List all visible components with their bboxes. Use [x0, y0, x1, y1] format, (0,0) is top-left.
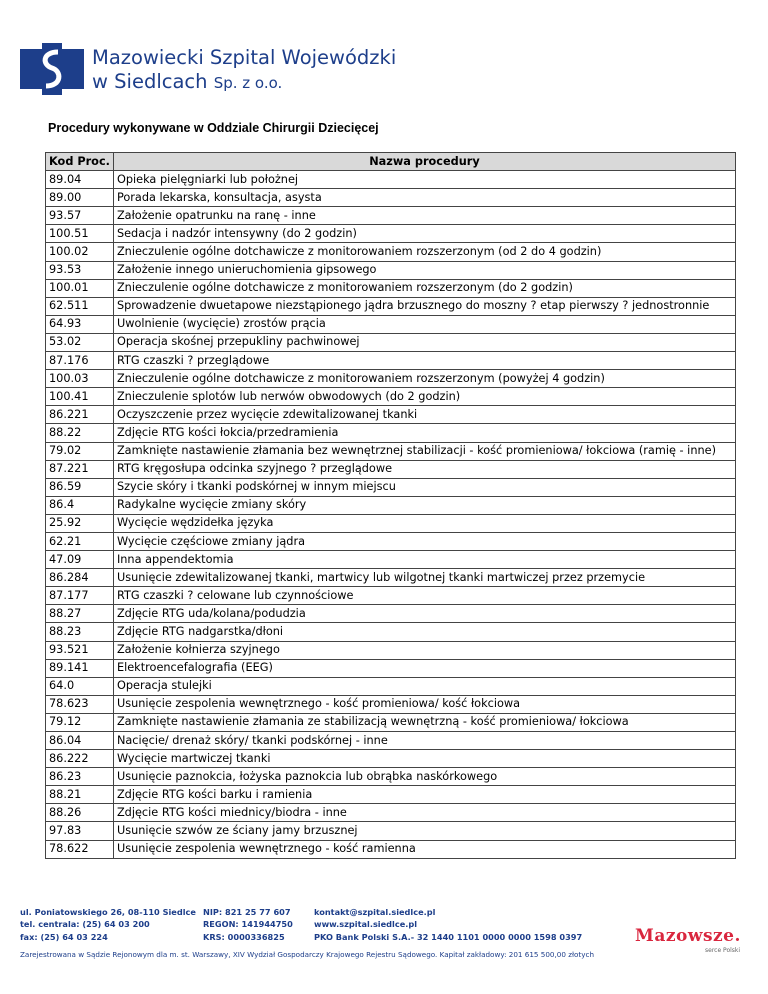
procedure-code: 100.01	[46, 279, 114, 297]
procedure-name: Usunięcie zdewitalizowanej tkanki, martwicy lub wilgotnej tkanki martwiczej przez przemycie	[113, 569, 735, 587]
procedure-code: 86.4	[46, 496, 114, 514]
mazowsze-brand-sub: serce Polski	[705, 947, 741, 954]
procedure-code: 87.176	[46, 352, 114, 370]
procedure-code: 25.92	[46, 514, 114, 532]
footer-nip: NIP: 821 25 77 607	[203, 907, 291, 917]
procedure-name: Usunięcie zespolenia wewnętrznego - kość promieniowa/ kość łokciowa	[113, 695, 735, 713]
procedure-name: Radykalne wycięcie zmiany skóry	[113, 496, 735, 514]
column-header-name: Nazwa procedury	[113, 153, 735, 171]
procedure-name: Zdjęcie RTG kości łokcia/przedramienia	[113, 424, 735, 442]
procedure-code: 89.04	[46, 171, 114, 189]
table-row	[46, 804, 736, 822]
table-row	[46, 659, 736, 677]
procedure-name: Znieczulenie ogólne dotchawicze z monitorowaniem rozszerzonym (powyżej 4 godzin)	[113, 370, 735, 388]
procedure-code: 86.59	[46, 478, 114, 496]
procedures-table	[45, 152, 736, 859]
procedure-code: 88.23	[46, 623, 114, 641]
procedure-code: 64.0	[46, 677, 114, 695]
procedure-code: 86.284	[46, 569, 114, 587]
table-row	[46, 840, 736, 858]
procedure-name: Operacja skośnej przepukliny pachwinowej	[113, 333, 735, 351]
procedure-name: Usunięcie paznokcia, łożyska paznokcia lub obrąbka naskórkowego	[113, 768, 735, 786]
table-row	[46, 786, 736, 804]
procedure-name: Zdjęcie RTG uda/kolana/podudzia	[113, 605, 735, 623]
table-row	[46, 207, 736, 225]
table-row	[46, 569, 736, 587]
procedure-name: Opieka pielęgniarki lub położnej	[113, 171, 735, 189]
table-row	[46, 279, 736, 297]
table-row	[46, 261, 736, 279]
footer-registration: Zarejestrowana w Sądzie Rejonowym dla m. st. Warszawy, XIV Wydział Gospodarczy Krajowego Rejestru Sądowego. Kapitał zakładowy: 201 615 500,00 złotych	[20, 950, 595, 959]
procedure-name: Znieczulenie splotów lub nerwów obwodowych (do 2 godzin)	[113, 388, 735, 406]
column-header-code: Kod Proc.	[46, 153, 114, 171]
procedure-name: Wycięcie częściowe zmiany jądra	[113, 532, 735, 550]
table-row	[46, 352, 736, 370]
procedure-code: 93.53	[46, 261, 114, 279]
table-row	[46, 315, 736, 333]
procedure-code: 100.51	[46, 225, 114, 243]
procedure-name: Zdjęcie RTG kości miednicy/biodra - inne	[113, 804, 735, 822]
table-row	[46, 496, 736, 514]
procedure-code: 89.141	[46, 659, 114, 677]
procedure-code: 47.09	[46, 551, 114, 569]
procedure-code: 62.21	[46, 532, 114, 550]
table-row	[46, 333, 736, 351]
procedure-name: Nacięcie/ drenaż skóry/ tkanki podskórnej - inne	[113, 732, 735, 750]
table-row	[46, 406, 736, 424]
procedure-code: 93.521	[46, 641, 114, 659]
procedure-code: 100.03	[46, 370, 114, 388]
procedure-name: Zamknięte nastawienie złamania bez wewnętrznej stabilizacji - kość promieniowa/ łokciowa (ramię - inne)	[113, 442, 735, 460]
table-row	[46, 713, 736, 731]
procedure-code: 86.04	[46, 732, 114, 750]
procedure-name: Wycięcie martwiczej tkanki	[113, 750, 735, 768]
procedure-name: Szycie skóry i tkanki podskórnej w innym miejscu	[113, 478, 735, 496]
table-row	[46, 388, 736, 406]
procedure-code: 78.623	[46, 695, 114, 713]
table-row	[46, 171, 736, 189]
table-row	[46, 695, 736, 713]
page-title: Procedury wykonywane w Oddziale Chirurgii Dziecięcej	[48, 121, 379, 135]
procedure-code: 88.22	[46, 424, 114, 442]
table-row	[46, 189, 736, 207]
mazowsze-brand-logo: Mazowsze.	[635, 926, 741, 946]
procedure-code: 62.511	[46, 297, 114, 315]
procedure-code: 79.02	[46, 442, 114, 460]
procedure-name: Elektroencefalografia (EEG)	[113, 659, 735, 677]
table-row	[46, 768, 736, 786]
footer-krs: KRS: 0000336825	[203, 931, 285, 942]
table-row	[46, 478, 736, 496]
procedure-code: 97.83	[46, 822, 114, 840]
procedure-name: Zdjęcie RTG nadgarstka/dłoni	[113, 623, 735, 641]
procedure-name: Operacja stulejki	[113, 677, 735, 695]
table-row	[46, 424, 736, 442]
procedure-code: 87.221	[46, 460, 114, 478]
table-row	[46, 750, 736, 768]
table-row	[46, 623, 736, 641]
procedure-name: Oczyszczenie przez wycięcie zdewitalizowanej tkanki	[113, 406, 735, 424]
table-row	[46, 732, 736, 750]
procedure-code: 86.221	[46, 406, 114, 424]
procedure-code: 78.622	[46, 840, 114, 858]
procedure-code: 86.222	[46, 750, 114, 768]
procedure-name: Zdjęcie RTG kości barku i ramienia	[113, 786, 735, 804]
table-header-row	[46, 153, 736, 171]
hospital-logo-icon	[20, 43, 84, 95]
table-row	[46, 460, 736, 478]
procedure-name: RTG czaszki ? przeglądowe	[113, 352, 735, 370]
table-row	[46, 514, 736, 532]
footer-regon: REGON: 141944750	[203, 919, 293, 930]
footer-ids	[203, 906, 293, 943]
hospital-name-suffix: Sp. z o.o.	[213, 74, 283, 92]
procedure-name: Sprowadzenie dwuetapowe niezstąpionego jądra brzusznego do moszny ? etap pierwszy ? jednostronnie	[113, 297, 735, 315]
procedure-code: 88.26	[46, 804, 114, 822]
procedure-code: 100.41	[46, 388, 114, 406]
footer-email[interactable]: kontakt@szpital.siedlce.pl	[314, 907, 436, 917]
table-row	[46, 297, 736, 315]
table-row	[46, 822, 736, 840]
procedure-name: Usunięcie zespolenia wewnętrznego - kość ramienna	[113, 840, 735, 858]
footer-website[interactable]: www.szpital.siedlce.pl	[314, 919, 418, 930]
footer-fax: fax: (25) 64 03 224	[20, 931, 108, 942]
table-row	[46, 225, 736, 243]
procedure-code: 64.93	[46, 315, 114, 333]
table-row	[46, 243, 736, 261]
table-row	[46, 370, 736, 388]
procedure-code: 79.12	[46, 713, 114, 731]
footer-phone: tel. centrala: (25) 64 03 200	[20, 919, 150, 930]
procedure-name: Sedacja i nadzór intensywny (do 2 godzin)	[113, 225, 735, 243]
table-row	[46, 587, 736, 605]
footer-address	[20, 906, 196, 943]
procedure-code: 87.177	[46, 587, 114, 605]
procedure-name: Porada lekarska, konsultacja, asysta	[113, 189, 735, 207]
table-row	[46, 641, 736, 659]
procedure-name: Wycięcie wędzidełka języka	[113, 514, 735, 532]
procedure-code: 93.57	[46, 207, 114, 225]
table-row	[46, 442, 736, 460]
procedure-code: 53.02	[46, 333, 114, 351]
table-row	[46, 677, 736, 695]
table-row	[46, 532, 736, 550]
procedure-code: 86.23	[46, 768, 114, 786]
procedure-name: Założenie kołnierza szyjnego	[113, 641, 735, 659]
procedure-name: Uwolnienie (wycięcie) zrostów prącia	[113, 315, 735, 333]
procedure-name: Inna appendektomia	[113, 551, 735, 569]
procedure-code: 88.21	[46, 786, 114, 804]
hospital-name-line2: w Siedlcach	[92, 70, 208, 93]
hospital-name	[92, 46, 396, 95]
procedure-name: Znieczulenie ogólne dotchawicze z monitorowaniem rozszerzonym (od 2 do 4 godzin)	[113, 243, 735, 261]
procedure-name: Usunięcie szwów ze ściany jamy brzusznej	[113, 822, 735, 840]
procedure-name: Założenie opatrunku na ranę - inne	[113, 207, 735, 225]
hospital-name-line1: Mazowiecki Szpital Wojewódzki	[92, 46, 397, 69]
procedure-code: 100.02	[46, 243, 114, 261]
procedure-name: Zamknięte nastawienie złamania ze stabilizacją wewnętrzną - kość promieniowa/ łokciowa	[113, 713, 735, 731]
procedure-name: Znieczulenie ogólne dotchawicze z monitorowaniem rozszerzonym (do 2 godzin)	[113, 279, 735, 297]
procedure-name: RTG kręgosłupa odcinka szyjnego ? przeglądowe	[113, 460, 735, 478]
footer-street: ul. Poniatowskiego 26, 08-110 Siedlce	[20, 907, 196, 917]
procedure-code: 89.00	[46, 189, 114, 207]
table-row	[46, 551, 736, 569]
footer-contact	[314, 906, 582, 943]
procedure-code: 88.27	[46, 605, 114, 623]
procedure-name: Założenie innego unieruchomienia gipsowego	[113, 261, 735, 279]
footer-bank: PKO Bank Polski S.A.- 32 1440 1101 0000 0000 1598 0397	[314, 931, 583, 942]
procedure-name: RTG czaszki ? celowane lub czynnościowe	[113, 587, 735, 605]
table-row	[46, 605, 736, 623]
